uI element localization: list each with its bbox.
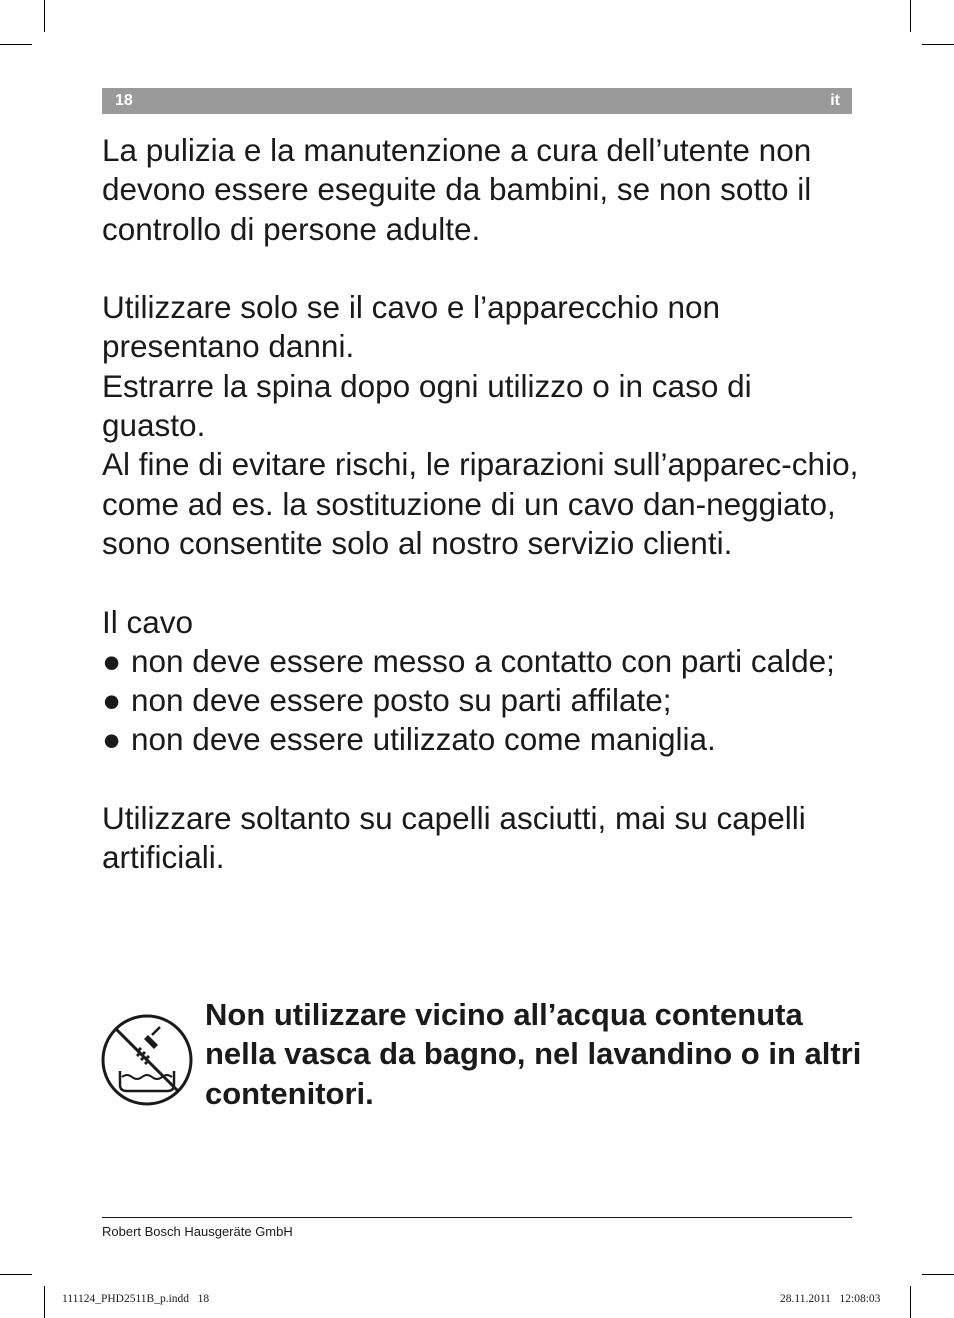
water-warning-text: Non utilizzare vicino all’acqua contenuta nella vasca da bagno, nel lavandino o in altri contenitori.: [205, 997, 862, 1111]
no-water-bathtub-icon: [100, 1013, 194, 1107]
crop-mark: [44, 0, 45, 32]
crop-mark: [0, 44, 32, 45]
paragraph-cable-intro: Il cavo: [102, 603, 194, 640]
cable-rules-list: [102, 642, 862, 760]
page-header-bar: [102, 88, 852, 114]
list-item: ● non deve essere messo a contatto con parti calde;: [102, 642, 862, 681]
paragraph-dry-hair: Utilizzare soltanto su capelli asciutti, mai su capelli artificiali.: [102, 800, 806, 876]
crop-mark: [0, 1274, 32, 1275]
page-body: [102, 131, 862, 878]
crop-mark: [910, 0, 911, 32]
bullet-icon: ●: [102, 721, 122, 758]
footer-company: Robert Bosch Hausgeräte GmbH: [102, 1224, 293, 1239]
print-date-slug: 28.11.2011 12:08:03: [780, 1293, 881, 1305]
list-item: ● non deve essere posto su parti affilate;: [102, 681, 862, 720]
page-number: 18: [115, 92, 133, 109]
print-file-slug: 111124_PHD2511B_p.indd 18: [62, 1293, 210, 1305]
footer-divider: [102, 1217, 852, 1218]
list-item: ● non deve essere utilizzato come maniglia.: [102, 720, 862, 759]
bullet-icon: ●: [102, 642, 122, 679]
crop-mark: [922, 44, 954, 45]
bullet-icon: ●: [102, 682, 122, 719]
crop-mark: [910, 1286, 911, 1318]
language-code: it: [830, 92, 840, 109]
crop-mark: [44, 1286, 45, 1318]
paragraph-cable-damage: Utilizzare solo se il cavo e l’apparecchio non presentano danni.: [102, 289, 721, 365]
paragraph-unplug: Estrarre la spina dopo ogni utilizzo o in caso di guasto.: [102, 367, 752, 444]
crop-mark: [922, 1274, 954, 1275]
paragraph-repairs: Al fine di evitare rischi, le riparazioni sull’apparec-chio, come ad es. la sostituzione di un cavo dan-neggiato, sono consentite solo al nostro servizio clienti.: [102, 446, 859, 561]
paragraph-children-cleaning: La pulizia e la manutenzione a cura dell’utente non devono essere eseguite da bambini, se non sotto il controllo di persone adulte.: [102, 132, 812, 247]
